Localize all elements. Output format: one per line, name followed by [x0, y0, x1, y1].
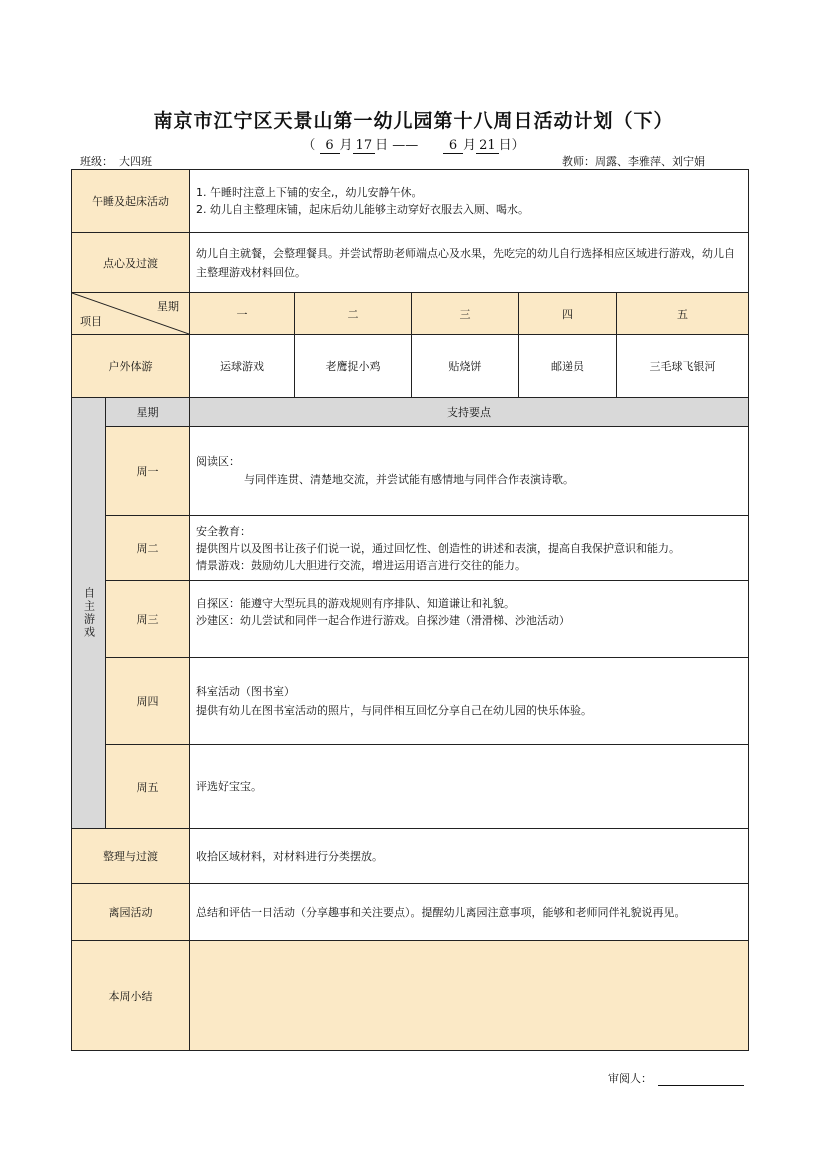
free-play-row	[72, 745, 749, 829]
weekday-cell: 四	[519, 293, 617, 335]
free-play-points	[190, 581, 749, 658]
diag-top-label: 星期	[157, 300, 179, 313]
free-play-day: 周三	[106, 581, 190, 658]
end-day: 21	[476, 138, 499, 154]
date-open: （	[302, 138, 316, 153]
free-play-row	[72, 516, 749, 581]
date-close: 日）	[498, 138, 525, 153]
point-line: 评选好宝宝。	[196, 780, 262, 793]
weekday-cell: 二	[295, 293, 412, 335]
page-title: 南京市江宁区天景山第一幼儿园第十八周日活动计划（下）	[153, 110, 674, 132]
end-month: 6	[443, 138, 463, 154]
day-char: 日	[375, 138, 389, 153]
free-play-row	[72, 427, 749, 516]
month-char: 月	[339, 138, 353, 153]
free-play-weekday-col: 星期	[106, 398, 190, 427]
free-play-section-label	[72, 398, 106, 829]
free-play-day: 周五	[106, 745, 190, 829]
class-info	[80, 153, 231, 170]
weekday-cell: 一	[190, 293, 295, 335]
leave-content: 总结和评估一日活动（分享趣事和关注要点）。提醒幼儿离园注意事项，能够和老师同伴礼貌说再见。	[190, 884, 749, 941]
point-line: 阅读区：	[196, 455, 240, 468]
free-play-day: 周一	[106, 427, 190, 516]
point-line: 自探区：能遵守大型玩具的游戏规则有序排队、知道谦让和礼貌。	[196, 597, 515, 610]
free-play-row	[72, 581, 749, 658]
free-play-points-col: 支持要点	[190, 398, 749, 427]
teachers: 教师：周露、李雅萍、刘宁娟	[562, 155, 705, 168]
summary-content	[190, 941, 749, 1051]
weekday-cell: 三	[412, 293, 519, 335]
free-play-points	[190, 427, 749, 516]
summary-label: 本周小结	[72, 941, 190, 1051]
date-dash: ——	[392, 138, 419, 153]
outdoor-row	[72, 335, 749, 398]
leave-row	[72, 884, 749, 941]
point-line: 安全教育：	[196, 524, 251, 538]
nap-line: 2. 幼儿自主整理床铺，起床后幼儿能够主动穿好衣服去入厕、喝水。	[196, 203, 529, 216]
start-day: 17	[353, 138, 376, 154]
snack-label: 点心及过渡	[72, 233, 190, 293]
snack-row	[72, 233, 749, 293]
free-play-points	[190, 516, 749, 581]
free-play-day: 周四	[106, 658, 190, 745]
outdoor-game: 老鹰捉小鸡	[295, 335, 412, 398]
point-line: 与同伴连贯、清楚地交流，并尝试能有感情地与同伴合作表演诗歌。	[244, 473, 574, 486]
outdoor-game: 邮递员	[519, 335, 617, 398]
summary-row	[72, 941, 749, 1051]
class-value: 大四班	[113, 153, 231, 170]
outdoor-game: 贴烧饼	[412, 335, 519, 398]
point-line: 提供图片以及图书让孩子们说一说，通过回忆性、创造性的讲述和表演，提高自我保护意识和能力。	[196, 541, 680, 555]
free-play-points	[190, 658, 749, 745]
point-line: 沙建区：幼儿尝试和同伴一起合作进行游戏。自探沙建（滑滑梯、沙池活动）	[196, 614, 570, 627]
tidy-label: 整理与过渡	[72, 829, 190, 884]
nap-content	[190, 170, 749, 233]
diag-bottom-label: 项目	[80, 315, 102, 328]
weekday-cell: 五	[617, 293, 749, 335]
free-play-day: 周二	[106, 516, 190, 581]
date-range	[0, 134, 827, 154]
free-play-vertical-text: 自主游戏	[82, 587, 96, 639]
leave-label: 离园活动	[72, 884, 190, 941]
free-play-header-row	[72, 398, 749, 427]
nap-label: 午睡及起床活动	[72, 170, 190, 233]
free-play-row	[72, 658, 749, 745]
reviewer-signature-line	[658, 1073, 744, 1086]
point-line: 情景游戏：鼓励幼儿大胆进行交流，增进运用语言进行交往的能力。	[196, 558, 526, 572]
class-label: 班级：	[80, 155, 113, 168]
tidy-row	[72, 829, 749, 884]
outdoor-game: 运球游戏	[190, 335, 295, 398]
reviewer-label: 审阅人：	[608, 1072, 652, 1085]
nap-line: 1. 午睡时注意上下铺的安全,，幼儿安静午休。	[196, 186, 423, 199]
end-month-char: 月	[463, 138, 477, 153]
snack-content: 幼儿自主就餐，会整理餐具。并尝试帮助老师端点心及水果，先吃完的幼儿自行选择相应区域进行游戏，幼儿自主整理游戏材料回位。	[190, 233, 749, 293]
reviewer	[608, 1070, 744, 1086]
outdoor-game: 三毛球飞银河	[617, 335, 749, 398]
nap-row	[72, 170, 749, 233]
activity-plan-table	[71, 169, 749, 1051]
point-line: 科室活动（图书室）	[196, 685, 295, 698]
start-month: 6	[320, 138, 340, 154]
diagonal-header	[72, 293, 190, 335]
weekday-header-row	[72, 293, 749, 335]
point-line: 提供有幼儿在图书室活动的照片，与同伴相互回忆分享自己在幼儿园的快乐体验。	[196, 704, 592, 717]
free-play-points	[190, 745, 749, 829]
tidy-content: 收拾区域材料，对材料进行分类摆放。	[190, 829, 749, 884]
outdoor-label: 户外体游	[72, 335, 190, 398]
